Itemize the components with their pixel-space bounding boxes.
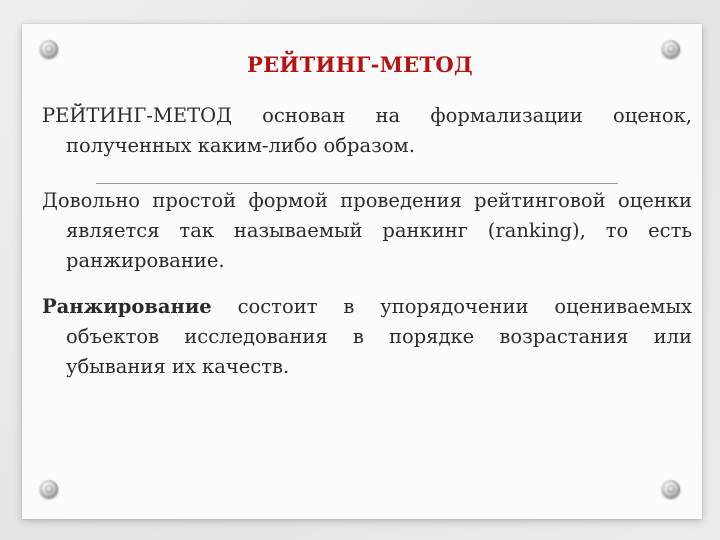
- pushpin-icon: [40, 480, 58, 498]
- paragraph-rating-method: РЕЙТИНГ-МЕТОД основан на формализации оценок, полученных каким-либо образом.: [42, 104, 692, 157]
- divider-line: [96, 183, 618, 184]
- paragraph-ranking: Довольно простой формой проведения рейтинговой оценки является так называемый ранкинг (ranking), то есть ранжирование.: [42, 189, 692, 272]
- term-ranking: Ранжирование: [42, 295, 212, 318]
- ranking-definition-text: состоит в упорядочении оцениваемых объектов исследования в порядке возрастания или убывания их качеств.: [66, 295, 692, 378]
- paragraph-ranking-definition: [42, 292, 692, 382]
- pushpin-icon: [662, 480, 680, 498]
- slide-title: РЕЙТИНГ-МЕТОД: [247, 52, 473, 77]
